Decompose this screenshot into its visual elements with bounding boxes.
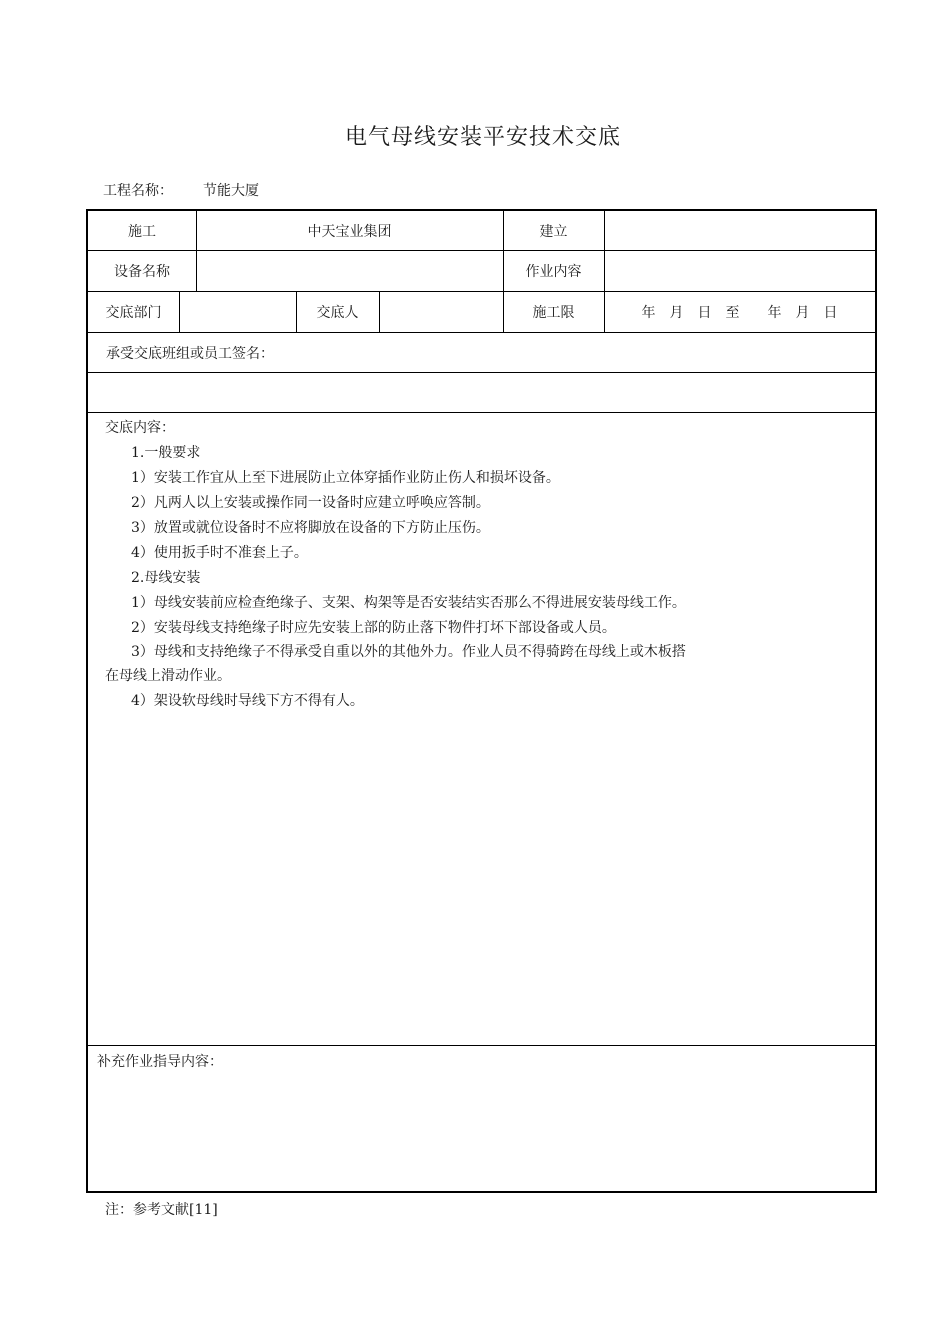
row-construction: [88, 211, 875, 251]
signature-label: 承受交底班组或员工签名：: [106, 345, 274, 362]
signature-area[interactable]: [88, 373, 875, 413]
project-line: [103, 180, 259, 200]
period-label: 施工限: [532, 305, 575, 321]
content-line: 1）安装工作宜从上至下进展防止立体穿插作业防止伤人和损坏设备。: [131, 470, 560, 486]
construction-value[interactable]: 中天宝业集团: [307, 223, 392, 240]
content-line: 2.母线安装: [131, 570, 201, 586]
content-line: 4）使用扳手时不准套上子。: [131, 545, 308, 561]
content-line: 2）凡两人以上安装或操作同一设备时应建立呼唤应答制。: [131, 495, 490, 511]
footer-note: 注：参考文献[11]: [105, 1202, 218, 1218]
page-title: 电气母线安装平安技术交底: [344, 125, 621, 150]
equipment-value[interactable]: [196, 251, 503, 291]
content-line: 1）母线安装前应检查绝缘子、支架、构架等是否安装结实否那么不得进展安装母线工作。: [131, 595, 686, 611]
content-line: 3）母线和支持绝缘子不得承受自重以外的其他外力。作业人员不得骑跨在母线上或木板搭: [131, 644, 686, 660]
content-heading: 交底内容：: [105, 420, 175, 436]
content-line: 在母线上滑动作业。: [105, 668, 231, 684]
supplement-label: 补充作业指导内容：: [97, 1054, 223, 1070]
establish-value[interactable]: [604, 211, 875, 250]
content-line: 3）放置或就位设备时不应将脚放在设备的下方防止压伤。: [131, 520, 490, 536]
content-line: 2）安装母线支持绝缘子时应先安装上部的防止落下物件打坏下部设备或人员。: [131, 620, 616, 636]
project-value: 节能大厦: [203, 183, 259, 199]
disclosure-content: [88, 413, 875, 1046]
period-value[interactable]: 年 月 日 至 年 月 日: [641, 305, 838, 321]
work-content-value[interactable]: [604, 251, 875, 291]
person-label: 交底人: [316, 305, 359, 321]
person-value[interactable]: [379, 292, 503, 332]
dept-value[interactable]: [179, 292, 296, 332]
disclosure-form: [86, 209, 877, 1193]
construction-label: 施工: [128, 223, 156, 240]
project-label: 工程名称：: [103, 183, 173, 199]
row-signature-label: [88, 333, 875, 373]
establish-label: 建立: [539, 223, 568, 240]
content-line: 1.一般要求: [131, 445, 201, 461]
dept-label: 交底部门: [105, 305, 162, 321]
row-equipment: [88, 251, 875, 292]
work-content-label: 作业内容: [525, 264, 582, 280]
equipment-label: 设备名称: [114, 264, 170, 280]
row-department: [88, 292, 875, 333]
content-line: 4）架设软母线时导线下方不得有人。: [131, 693, 364, 709]
